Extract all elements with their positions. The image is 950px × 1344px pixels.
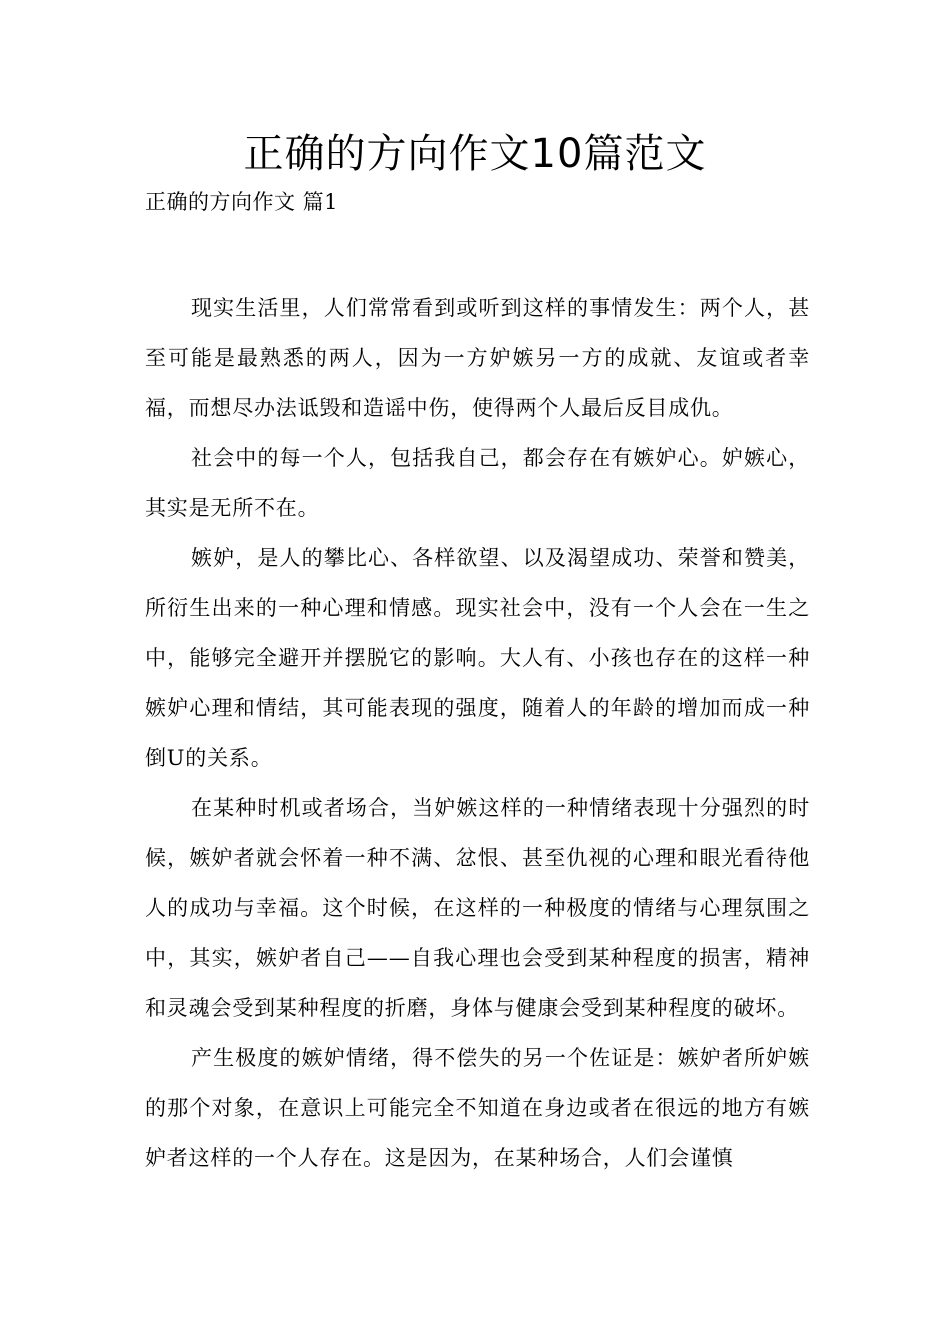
document-body: [145, 283, 810, 1183]
paragraph: 社会中的每一个人，包括我自己，都会存在有嫉妒心。妒嫉心，其实是无所不在。: [145, 446, 810, 520]
paragraph: 嫉妒，是人的攀比心、各样欲望、以及渴望成功、荣誉和赞美，所衍生出来的一种心理和情感。现实社会中，没有一个人会在一生之中，能够完全避开并摆脱它的影响。大人有、小孩也存在的这样一种嫉妒心理和情结，其可能表现的强度，随着人的年龄的增加而成一种倒U的关系。: [145, 546, 810, 770]
paragraph: 产生极度的嫉妒情绪，得不偿失的另一个佐证是：嫉妒者所妒嫉的那个对象，在意识上可能完全不知道在身边或者在很远的地方有嫉妒者这样的一个人存在。这是因为，在某种场合，人们会谨慎: [145, 1046, 810, 1170]
document-title: 正确的方向作文10篇范文: [243, 131, 707, 177]
paragraph: 现实生活里，人们常常看到或听到这样的事情发生：两个人，甚至可能是最熟悉的两人，因为一方妒嫉另一方的成就、友谊或者幸福，而想尽办法诋毁和造谣中伤，使得两个人最后反目成仇。: [145, 296, 810, 420]
paragraph: 在某种时机或者场合，当妒嫉这样的一种情绪表现十分强烈的时候，嫉妒者就会怀着一种不满、忿恨、甚至仇视的心理和眼光看待他人的成功与幸福。这个时候，在这样的一种极度的情绪与心理氛围之中，其实，嫉妒者自己——自我心理也会受到某种程度的损害，精神和灵魂会受到某种程度的折磨，身体与健康会受到某种程度的破坏。: [145, 796, 810, 1020]
section-heading: 正确的方向作文 篇1: [145, 190, 339, 214]
